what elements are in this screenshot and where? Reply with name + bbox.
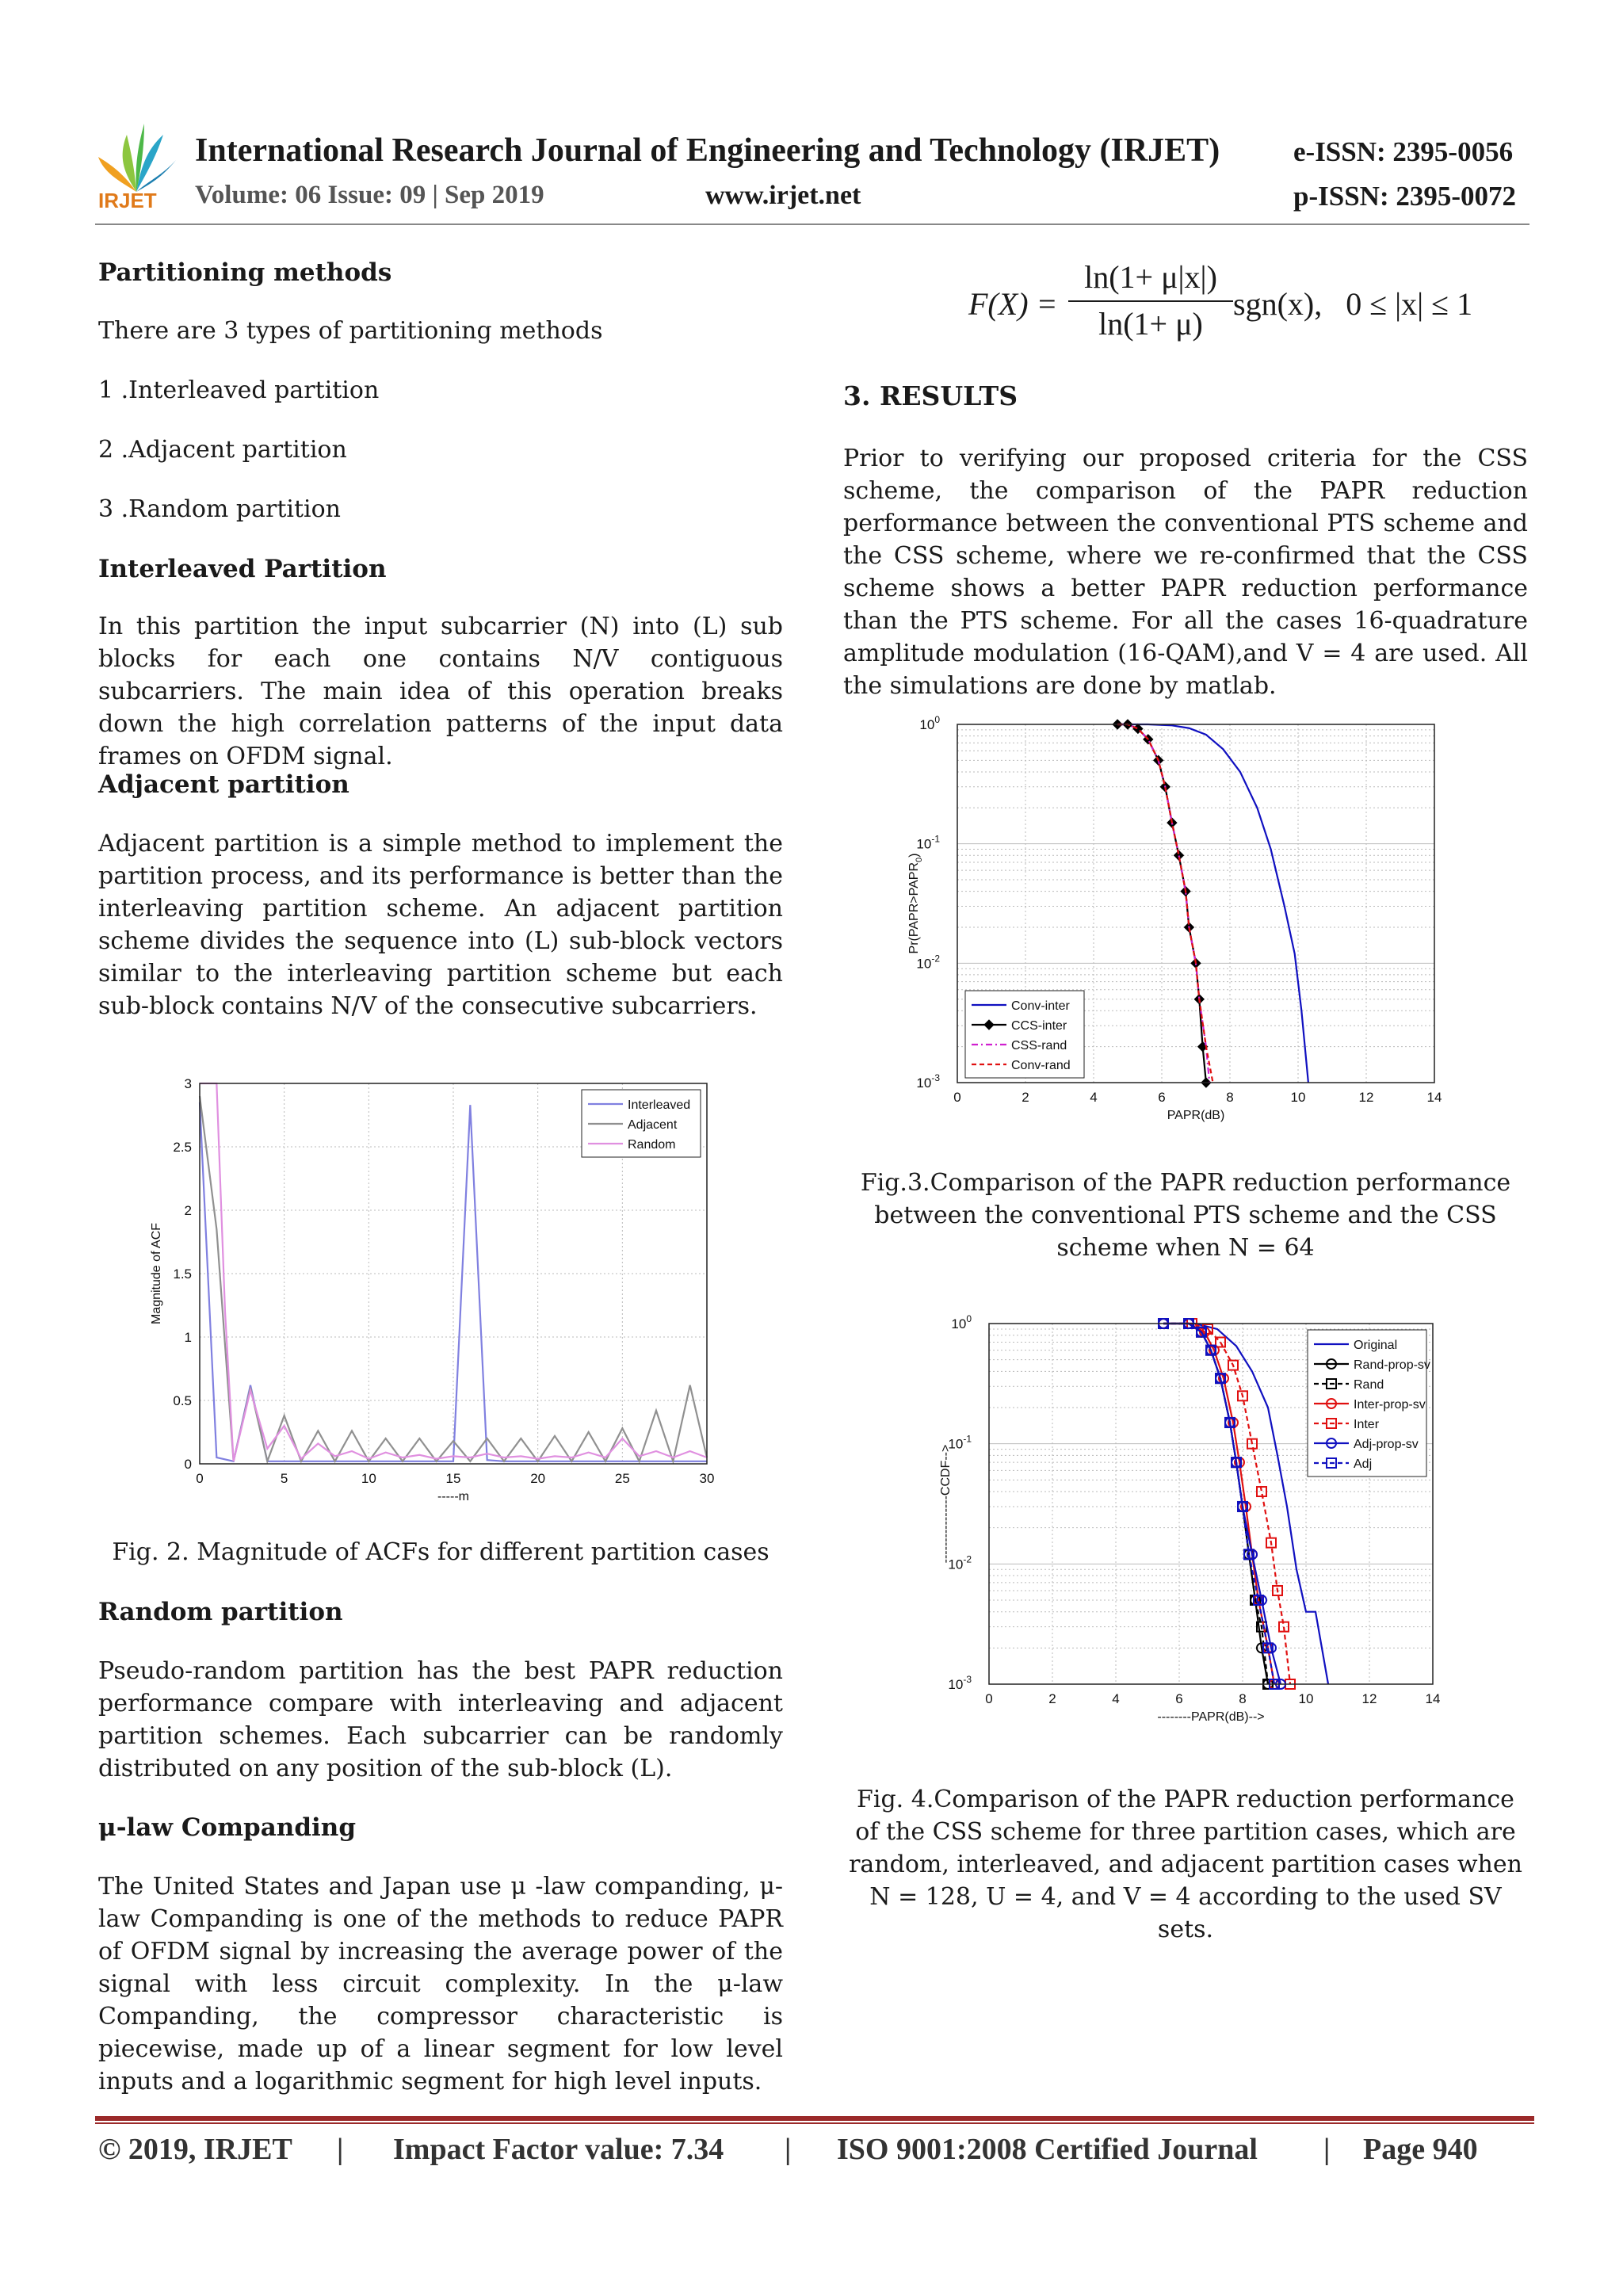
header-rule (95, 223, 1529, 225)
eq-numerator: ln(1+ μ|x|) (1084, 259, 1217, 295)
equation-fraction (1068, 258, 1233, 342)
footer-separator: | (1323, 2133, 1331, 2166)
y-tick-label: $10^0$ (951, 1313, 972, 1331)
y-tick-label: 2.5 (173, 1140, 192, 1155)
x-axis-label: PAPR(dB) (1167, 1109, 1225, 1122)
para-adjacent: Adjacent partition is a simple method to implement the partition process, and its performance is better than the interleaving partition scheme. An adjacent partition scheme divides the sequence into (L) sub-block vectors similar to the interleaving partition scheme but each sub-block contains N/V of the consecutive subcarriers. (98, 830, 783, 1020)
eissn: e-ISSN: 2395-0056 (1293, 136, 1514, 167)
x-tick-label: 12 (1361, 1691, 1377, 1706)
footer-rule (95, 2116, 1534, 2121)
list-item: 2 .Adjacent partition (98, 436, 347, 464)
y-tick-label: $10^{-2}$ (948, 1553, 972, 1572)
legend-label: CCS-inter (1011, 1019, 1067, 1033)
heading-mu-law-companding: μ-law Companding (98, 1813, 357, 1842)
x-axis-label: --------PAPR(dB)--> (1157, 1710, 1265, 1724)
fig4-caption: Fig. 4.Comparison of the PAPR reduction performance of the CSS scheme for three partition cases, which are random, interleaved, and adjacent partition cases when N = 128, U = 4, and V = 4 according to the used SV sets. (849, 1786, 1522, 1943)
x-tick-label: 30 (699, 1471, 715, 1486)
irjet-logo (94, 119, 179, 212)
para-types: There are 3 types of partitioning methods (98, 317, 603, 345)
fig2-acf-chart (143, 1066, 729, 1510)
x-tick-label: 0 (196, 1471, 204, 1486)
fig4-ccdf-chart (926, 1300, 1465, 1744)
para-results: Prior to verifying our proposed criteria for the CSS scheme, the comparison of the PAPR reduction performance between the conventional PTS scheme and the CSS scheme, where we re-confirmed that the CSS scheme shows a better PAPR reduction performance than the PTS scheme. For all the cases 16-quadrature amplitude modulation (16-QAM),and V = 4 are used. All the simulations are done by matlab. (843, 445, 1528, 700)
website-link[interactable]: www.irjet.net (705, 181, 861, 210)
y-tick-label: $10^{-1}$ (916, 833, 940, 852)
legend (582, 1090, 701, 1157)
x-tick-label: 20 (530, 1471, 546, 1486)
heading-results: 3. RESULTS (843, 380, 1018, 411)
footer-page-number: Page 940 (1363, 2133, 1478, 2166)
legend-label: Inter-prop-sv (1354, 1398, 1426, 1412)
y-tick-label: 1 (184, 1330, 192, 1345)
para-random: Pseudo-random partition has the best PAPR reduction performance compare with interleaving and adjacent partition schemes. Each subcarrier can be randomly distributed on any position of the sub-block (L). (98, 1657, 783, 1782)
fig2-caption: Fig. 2. Magnitude of ACFs for different partition cases (112, 1538, 769, 1566)
volume-issue: Volume: 06 Issue: 09 | Sep 2019 (195, 181, 544, 209)
fig3-caption: Fig.3.Comparison of the PAPR reduction performance between the conventional PTS scheme and the CSS scheme when N = 64 (860, 1169, 1511, 1262)
x-tick-label: 6 (1175, 1691, 1183, 1706)
x-tick-label: 8 (1226, 1090, 1234, 1105)
footer-separator: | (337, 2133, 344, 2166)
x-tick-label: 10 (1298, 1691, 1314, 1706)
y-tick-label: 2 (184, 1203, 192, 1218)
y-axis-label: $Pr(PAPR>PAPR_0)$ (907, 853, 924, 954)
x-tick-label: 4 (1090, 1090, 1098, 1105)
heading-partitioning-methods: Partitioning methods (98, 258, 392, 287)
eq-lhs-text: F(X) = (968, 286, 1058, 322)
x-tick-label: 14 (1426, 1090, 1442, 1105)
y-tick-label: 3 (184, 1076, 192, 1091)
fig3-papr-chart (888, 702, 1458, 1130)
fraction-bar (1068, 300, 1233, 302)
y-tick-label: 1.5 (173, 1266, 192, 1282)
para-interleaved: In this partition the input subcarrier (N) into (L) sub blocks for each one contains N/V contiguous subcarriers. The main idea of this operation breaks down the high correlation patterns of the input data frames on OFDM signal. (98, 613, 783, 770)
heading-random-partition: Random partition (98, 1598, 343, 1626)
logo-text: IRJET (98, 189, 157, 212)
x-tick-label: 6 (1158, 1090, 1166, 1105)
legend (1308, 1330, 1430, 1477)
list-item: 3 .Random partition (98, 495, 342, 523)
logo-leaf-icon (98, 124, 176, 192)
heading-adjacent-partition: Adjacent partition (98, 770, 349, 799)
x-tick-label: 10 (361, 1471, 376, 1486)
legend-label: Adj (1354, 1457, 1373, 1471)
y-tick-label: 0 (184, 1457, 192, 1472)
list-item: 1 .Interleaved partition (98, 376, 380, 404)
equation-lhs (968, 285, 1058, 323)
legend-label: Adj-prop-sv (1354, 1438, 1419, 1451)
y-tick-label: $10^{-2}$ (916, 953, 940, 972)
x-tick-label: 0 (985, 1691, 993, 1706)
y-tick-label: $10^0$ (919, 714, 940, 732)
y-axis-label: Magnitude of ACF (150, 1222, 163, 1325)
x-axis-label: -----m (437, 1490, 469, 1503)
legend-label: Rand (1354, 1378, 1384, 1392)
legend-label: Random (628, 1138, 676, 1152)
legend-label: Rand-prop-sv (1354, 1358, 1430, 1372)
x-tick-label: 10 (1290, 1090, 1306, 1105)
x-tick-label: 25 (614, 1471, 630, 1486)
y-tick-label: $10^{-3}$ (916, 1072, 940, 1091)
eq-denominator: ln(1+ μ) (1098, 306, 1203, 342)
x-tick-label: 4 (1112, 1691, 1120, 1706)
x-tick-label: 0 (953, 1090, 961, 1105)
footer-copyright: © 2019, IRJET (98, 2133, 292, 2166)
x-tick-label: 14 (1425, 1691, 1441, 1706)
equation-rhs: sgn(x), 0 ≤ |x| ≤ 1 (1233, 286, 1473, 322)
y-axis-label: ----------------CCDF--> (939, 1444, 953, 1564)
legend-label: Adjacent (628, 1118, 678, 1132)
footer-separator: | (785, 2133, 792, 2166)
x-tick-label: 15 (445, 1471, 461, 1486)
x-tick-label: 2 (1022, 1090, 1029, 1105)
legend-label: Interleaved (628, 1098, 691, 1112)
legend (965, 991, 1084, 1078)
pissn: p-ISSN: 2395-0072 (1293, 181, 1517, 212)
legend-label: Inter (1354, 1418, 1380, 1431)
y-tick-label: $10^{-3}$ (948, 1674, 972, 1692)
legend-label: Conv-rand (1011, 1059, 1071, 1072)
x-tick-label: 12 (1358, 1090, 1374, 1105)
heading-interleaved-partition: Interleaved Partition (98, 555, 387, 583)
x-tick-label: 5 (280, 1471, 288, 1486)
x-tick-label: 8 (1239, 1691, 1247, 1706)
x-tick-label: 2 (1048, 1691, 1056, 1706)
footer-iso: ISO 9001:2008 Certified Journal (837, 2133, 1258, 2166)
footer-impact-factor: Impact Factor value: 7.34 (393, 2133, 724, 2166)
legend-label: Conv-inter (1011, 999, 1070, 1013)
y-tick-label: 0.5 (173, 1393, 192, 1408)
para-mu-law: The United States and Japan use μ -law companding, μ-law Companding is one of the methods to reduce PAPR of OFDM signal by increasing the average power of the signal with less circuit complexity. In the μ-law Companding, the compressor characteristic is piecewise, made up of a linear segment for low level inputs and a logarithmic segment for high level inputs. (98, 1873, 783, 2095)
legend-label: CSS-rand (1011, 1039, 1067, 1052)
journal-title: International Research Journal of Engineering and Technology (IRJET) (195, 132, 1220, 169)
legend-label: Original (1354, 1339, 1398, 1352)
y-tick-label: $10^{-1}$ (948, 1433, 972, 1452)
footer-rule-thin (95, 2122, 1534, 2124)
